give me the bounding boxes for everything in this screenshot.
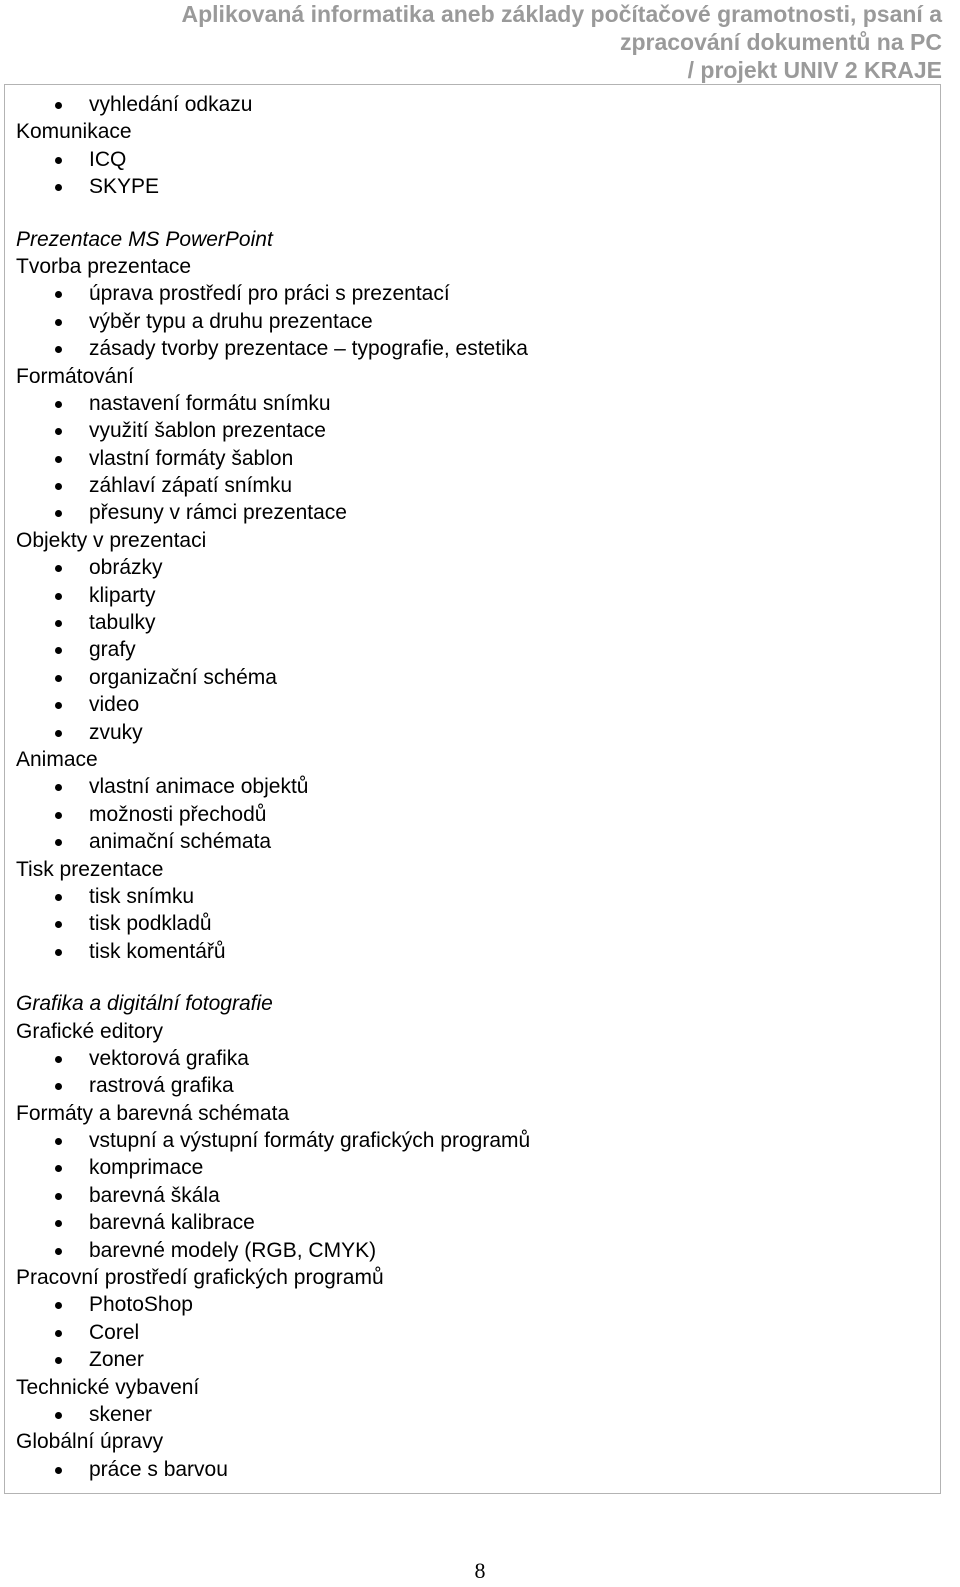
list-item: tabulky (16, 609, 916, 636)
list-item: nastavení formátu snímku (16, 390, 916, 417)
list-item: výběr typu a druhu prezentace (16, 308, 916, 335)
list-item: zvuky (16, 719, 916, 746)
list-item: Corel (16, 1319, 916, 1346)
list-item: barevné modely (RGB, CMYK) (16, 1237, 916, 1264)
list-item: přesuny v rámci prezentace (16, 499, 916, 526)
list-item: Zoner (16, 1346, 916, 1373)
list-item: obrázky (16, 554, 916, 581)
list-item: vyhledání odkazu (16, 91, 916, 118)
section-title: Prezentace MS PowerPoint (16, 227, 273, 251)
section-title: Grafika a digitální fotografie (16, 992, 273, 1016)
topic-heading: Formáty a barevná schémata (16, 1101, 290, 1125)
list-item: záhlaví zápatí snímku (16, 472, 916, 499)
header-title-line-2: zpracování dokumentů na PC (619, 29, 942, 55)
page-number: 8 (474, 1558, 486, 1583)
header-title-line-3: / projekt UNIV 2 KRAJE (687, 57, 942, 83)
list-item: SKYPE (16, 173, 916, 200)
section-gap (16, 201, 916, 226)
topic-heading: Tvorba prezentace (16, 254, 192, 278)
topic-heading: Objekty v prezentaci (16, 528, 207, 552)
list-item: komprimace (16, 1154, 916, 1181)
list-item: video (16, 691, 916, 718)
page-header (182, 0, 943, 84)
topic-heading: Komunikace (16, 120, 132, 144)
topic-heading: Pracovní prostředí grafických programů (16, 1266, 384, 1290)
topic-heading: Formátování (16, 364, 134, 388)
topic-heading: Globální úpravy (16, 1430, 164, 1454)
list-item: rastrová grafika (16, 1072, 916, 1099)
list-item: ICQ (16, 146, 916, 173)
topic-heading: Animace (16, 747, 98, 771)
list-item: vlastní formáty šablon (16, 445, 916, 472)
list-item: skener (16, 1401, 916, 1428)
list-item: tisk podkladů (16, 910, 916, 937)
list-item: tisk snímku (16, 883, 916, 910)
list-item: kliparty (16, 582, 916, 609)
topic-heading: Tisk prezentace (16, 857, 164, 881)
topic-heading: Grafické editory (16, 1019, 164, 1043)
document-body (16, 91, 916, 1483)
list-item: úprava prostředí pro práci s prezentací (16, 280, 916, 307)
list-item: možnosti přechodů (16, 801, 916, 828)
list-item: využití šablon prezentace (16, 417, 916, 444)
list-item: práce s barvou (16, 1456, 916, 1483)
list-item: barevná škála (16, 1182, 916, 1209)
list-item: vstupní a výstupní formáty grafických programů (16, 1127, 916, 1154)
list-item: vektorová grafika (16, 1045, 916, 1072)
list-item: grafy (16, 636, 916, 663)
list-item: animační schémata (16, 828, 916, 855)
list-item: PhotoShop (16, 1291, 916, 1318)
section-gap (16, 965, 916, 990)
list-item: vlastní animace objektů (16, 773, 916, 800)
list-item: zásady tvorby prezentace – typografie, estetika (16, 335, 916, 362)
list-item: barevná kalibrace (16, 1209, 916, 1236)
topic-heading: Technické vybavení (16, 1375, 200, 1399)
header-title-line-1: Aplikovaná informatika aneb základy počítačové gramotnosti, psaní a (181, 1, 942, 27)
list-item: tisk komentářů (16, 938, 916, 965)
list-item: organizační schéma (16, 664, 916, 691)
